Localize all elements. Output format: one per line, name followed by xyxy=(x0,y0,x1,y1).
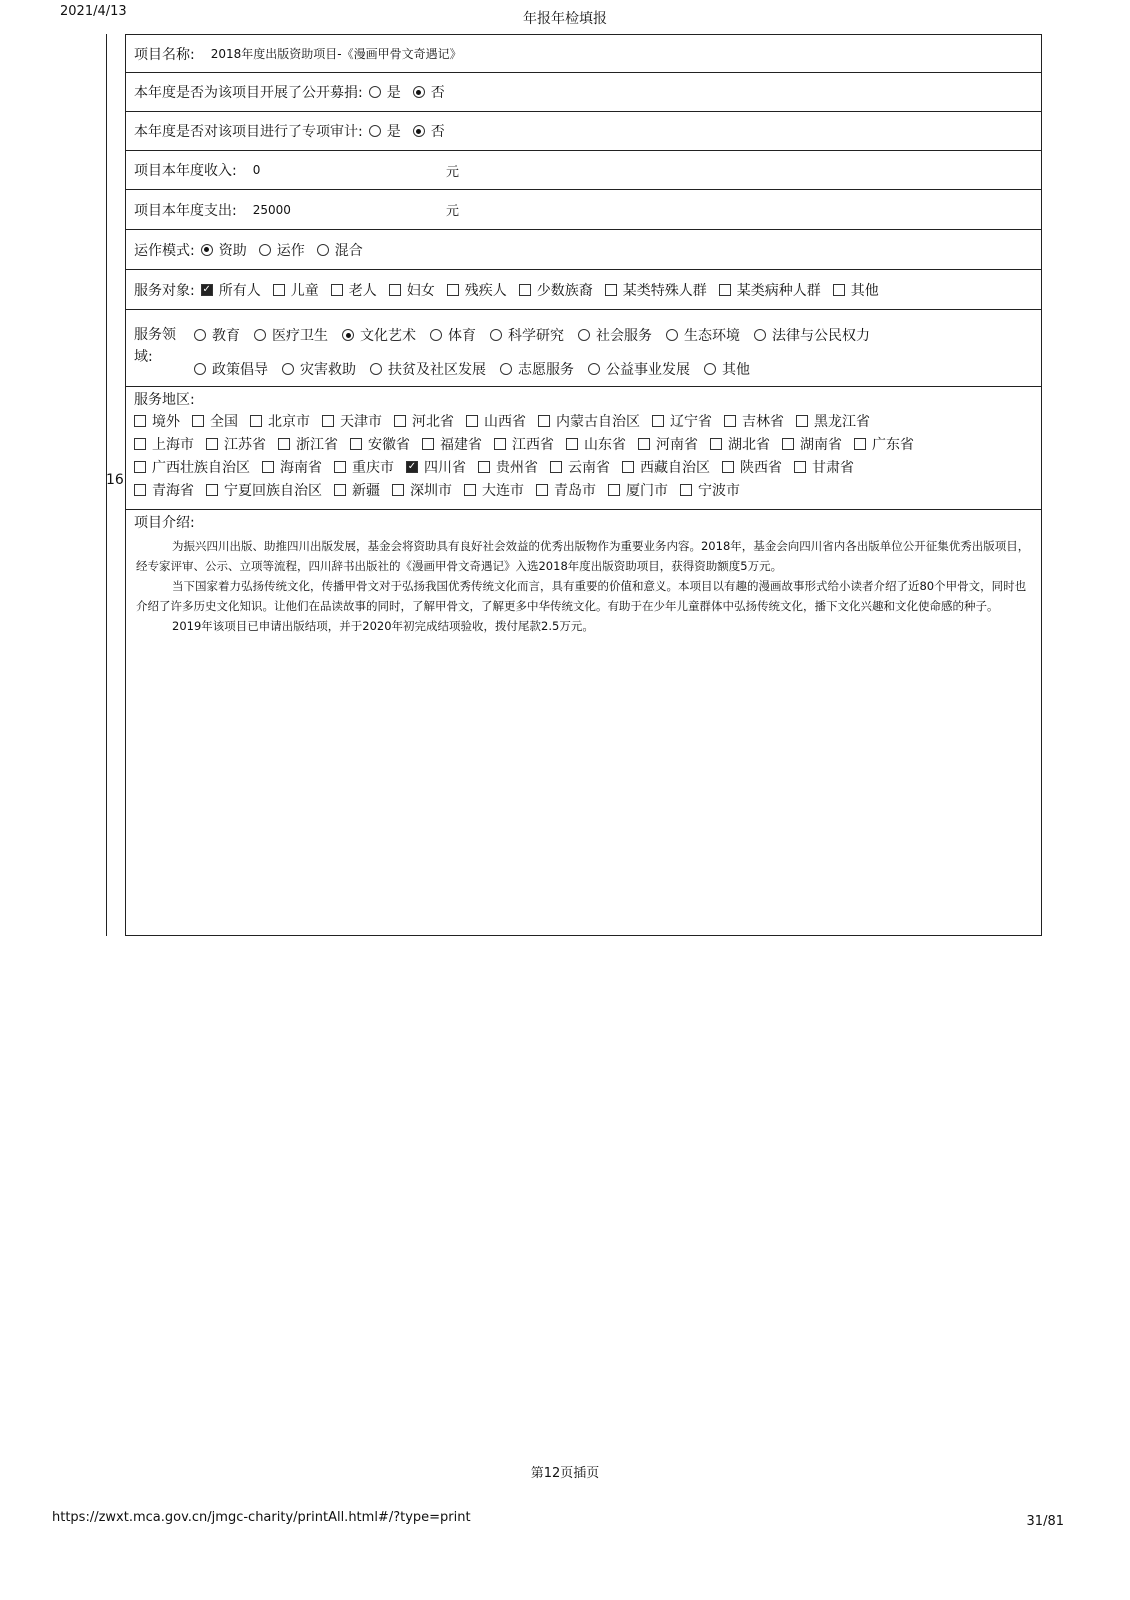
checkbox-icon[interactable] xyxy=(334,461,346,473)
region-option[interactable] xyxy=(566,434,626,454)
option-label: 是 xyxy=(386,85,401,101)
checkbox-icon[interactable] xyxy=(519,284,531,296)
option-label: 北京市 xyxy=(268,413,310,430)
service-region-line xyxy=(134,409,926,432)
option-label: 某类特殊人群 xyxy=(622,282,707,299)
service-region-line xyxy=(134,455,926,478)
service-field-label-line1: 服务领 xyxy=(134,327,176,343)
target-ethnic-minorities[interactable] xyxy=(519,280,593,300)
option-label: 运作 xyxy=(276,242,305,259)
field-poverty-community[interactable] xyxy=(370,359,486,379)
radio-icon[interactable] xyxy=(369,125,381,137)
intro-paragraph: 当下国家着力弘扬传统文化，传播甲骨文对于弘扬我国优秀传统文化而言，具有重要的价值和意义。本项目以有趣的漫画故事形式给小读者介绍了近80个甲骨文，同时也介绍了许多历史文化知识。让他们在品读故事的同时，了解甲骨文，了解更多中华传统文化。有助于在少年儿童群体中弘扬传统文化，播下文化兴趣和文化使命感的种子。 xyxy=(136,579,1027,613)
service-region-line xyxy=(134,478,926,501)
region-option[interactable] xyxy=(794,457,854,477)
checkbox-icon[interactable] xyxy=(538,415,550,427)
option-label: 教育 xyxy=(212,328,240,344)
region-option[interactable] xyxy=(206,480,322,500)
target-women[interactable] xyxy=(389,280,435,300)
region-option[interactable] xyxy=(550,457,610,477)
operation-mode-operate[interactable] xyxy=(259,240,305,260)
project-name-value: 2018年度出版资助项目-《漫画甲骨文奇遇记》 xyxy=(210,47,462,61)
option-label: 少数族裔 xyxy=(536,282,593,299)
region-option[interactable] xyxy=(608,480,668,500)
checkbox-icon[interactable] xyxy=(494,438,506,450)
target-elderly[interactable] xyxy=(331,280,377,300)
region-option[interactable] xyxy=(250,411,310,431)
special-audit-label: 本年度是否对该项目进行了专项审计: xyxy=(134,124,363,140)
option-label: 浙江省 xyxy=(296,436,338,453)
print-date: 2021/4/13 xyxy=(60,4,127,19)
region-option[interactable] xyxy=(638,434,698,454)
checkbox-icon[interactable] xyxy=(394,415,406,427)
radio-icon[interactable] xyxy=(588,363,600,375)
option-label: 西藏自治区 xyxy=(640,459,710,476)
option-label: 广西壮族自治区 xyxy=(152,459,250,476)
service-target-label: 服务对象: xyxy=(134,282,195,299)
option-label: 医疗卫生 xyxy=(272,328,328,344)
option-label: 内蒙古自治区 xyxy=(556,413,640,430)
option-label: 灾害救助 xyxy=(300,362,356,378)
checkbox-icon[interactable] xyxy=(566,438,578,450)
option-label: 广东省 xyxy=(872,436,914,453)
region-option[interactable] xyxy=(478,457,538,477)
radio-selected-icon[interactable] xyxy=(201,244,213,256)
service-region-line xyxy=(134,432,926,455)
checkbox-icon[interactable] xyxy=(719,284,731,296)
print-url: https://zwxt.mca.gov.cn/jmgc-charity/printAll.html#/?type=print xyxy=(52,1510,471,1525)
option-label: 否 xyxy=(430,124,445,140)
option-label: 湖南省 xyxy=(800,436,842,453)
field-public-welfare[interactable] xyxy=(588,359,690,379)
checkbox-icon[interactable] xyxy=(447,284,459,296)
region-option[interactable] xyxy=(206,434,266,454)
checkbox-icon[interactable] xyxy=(322,415,334,427)
region-option[interactable] xyxy=(622,457,710,477)
checkbox-icon[interactable] xyxy=(680,484,692,496)
option-label: 公益事业发展 xyxy=(606,362,690,378)
field-sports[interactable] xyxy=(430,325,476,345)
service-field-options xyxy=(194,318,884,386)
option-label: 四川省 xyxy=(424,459,466,476)
checkbox-icon[interactable] xyxy=(464,484,476,496)
intro-paragraph: 2019年该项目已申请出版结项，并于2020年初完成结项验收，拨付尾款2.5万元。 xyxy=(172,619,594,633)
special-audit-row xyxy=(126,112,1041,151)
checkbox-icon[interactable] xyxy=(710,438,722,450)
radio-icon[interactable] xyxy=(704,363,716,375)
checkbox-checked-icon[interactable]: ✓ xyxy=(407,460,417,472)
region-option[interactable] xyxy=(722,457,782,477)
option-label: 山西省 xyxy=(484,413,526,430)
checkbox-icon[interactable] xyxy=(466,415,478,427)
region-option[interactable] xyxy=(538,411,640,431)
checkbox-icon[interactable] xyxy=(273,284,285,296)
target-disabled[interactable] xyxy=(447,280,507,300)
region-option[interactable] xyxy=(422,434,482,454)
region-option[interactable] xyxy=(710,434,770,454)
region-option[interactable] xyxy=(796,411,870,431)
project-name-label: 项目名称: xyxy=(134,46,195,63)
checkbox-icon[interactable] xyxy=(134,484,146,496)
income-row xyxy=(126,151,1041,190)
radio-icon[interactable] xyxy=(369,86,381,98)
region-option[interactable] xyxy=(464,480,524,500)
option-label: 文化艺术 xyxy=(360,328,416,344)
region-option[interactable] xyxy=(334,457,394,477)
option-label: 青海省 xyxy=(152,482,194,499)
checkbox-icon[interactable] xyxy=(550,461,562,473)
checkbox-icon[interactable] xyxy=(134,438,146,450)
checkbox-icon[interactable] xyxy=(782,438,794,450)
service-region-row xyxy=(126,387,1041,510)
field-culture-arts[interactable] xyxy=(342,325,416,345)
field-disaster-relief[interactable] xyxy=(282,359,356,379)
income-value[interactable]: 0 xyxy=(252,163,261,177)
checkbox-icon[interactable] xyxy=(724,415,736,427)
checkbox-icon[interactable] xyxy=(134,415,146,427)
option-label: 法律与公民权力 xyxy=(772,328,870,344)
region-option[interactable] xyxy=(134,480,194,500)
radio-icon[interactable] xyxy=(254,329,266,341)
checkbox-icon[interactable] xyxy=(389,284,401,296)
expense-label: 项目本年度支出: xyxy=(134,202,237,219)
expense-row xyxy=(126,190,1041,230)
field-law-civil-rights[interactable] xyxy=(754,325,870,345)
region-option[interactable] xyxy=(192,411,238,431)
checkbox-icon[interactable] xyxy=(262,461,274,473)
option-label: 湖北省 xyxy=(728,436,770,453)
option-label: 其他 xyxy=(722,362,750,378)
service-field-row xyxy=(126,310,1041,387)
checkbox-icon[interactable] xyxy=(638,438,650,450)
region-option[interactable] xyxy=(134,457,250,477)
region-option[interactable] xyxy=(262,457,322,477)
checkbox-icon[interactable] xyxy=(833,284,845,296)
option-label: 某类病种人群 xyxy=(736,282,821,299)
operation-mode-label: 运作模式: xyxy=(134,242,195,259)
option-label: 青岛市 xyxy=(554,482,596,499)
income-label: 项目本年度收入: xyxy=(134,163,237,179)
row-number: 16 xyxy=(106,472,124,488)
option-label: 厦门市 xyxy=(626,482,668,499)
target-special-groups[interactable] xyxy=(605,280,707,300)
region-option[interactable] xyxy=(350,434,410,454)
checkbox-icon[interactable] xyxy=(206,484,218,496)
service-region-options xyxy=(134,409,926,501)
option-label: 海南省 xyxy=(280,459,322,476)
option-label: 妇女 xyxy=(406,282,435,299)
option-label: 深圳市 xyxy=(410,482,452,499)
operation-mode-row xyxy=(126,230,1041,270)
option-label: 混合 xyxy=(334,242,363,259)
page-insert-label: 第12页插页 xyxy=(530,1466,600,1481)
radio-icon[interactable] xyxy=(754,329,766,341)
option-label: 天津市 xyxy=(340,413,382,430)
expense-value[interactable]: 25000 xyxy=(252,202,291,217)
option-label: 甘肃省 xyxy=(812,459,854,476)
option-label: 扶贫及社区发展 xyxy=(388,362,486,378)
radio-icon[interactable] xyxy=(194,329,206,341)
region-option[interactable] xyxy=(394,411,454,431)
radio-icon[interactable] xyxy=(194,363,206,375)
checkbox-checked-icon[interactable]: ✓ xyxy=(202,283,211,295)
region-option[interactable] xyxy=(854,434,914,454)
radio-icon[interactable] xyxy=(317,244,329,256)
print-page-count: 31/81 xyxy=(1026,1514,1064,1529)
target-disease-groups[interactable] xyxy=(719,280,821,300)
region-option[interactable] xyxy=(680,480,740,500)
radio-icon[interactable] xyxy=(430,329,442,341)
field-ecology[interactable] xyxy=(666,325,740,345)
option-label: 残疾人 xyxy=(464,282,507,299)
option-label: 河北省 xyxy=(412,413,454,430)
option-label: 黑龙江省 xyxy=(814,413,870,430)
radio-icon[interactable] xyxy=(370,363,382,375)
project-intro-text xyxy=(136,536,1032,636)
region-option[interactable] xyxy=(134,434,194,454)
option-label: 所有人 xyxy=(218,282,261,299)
field-social-service[interactable] xyxy=(578,325,652,345)
region-option[interactable] xyxy=(134,411,180,431)
target-other[interactable] xyxy=(833,280,879,300)
radio-icon[interactable] xyxy=(578,329,590,341)
field-education[interactable] xyxy=(194,325,240,345)
checkbox-icon[interactable] xyxy=(608,484,620,496)
radio-icon[interactable] xyxy=(490,329,502,341)
option-label: 江西省 xyxy=(512,436,554,453)
operation-mode-mixed[interactable] xyxy=(317,240,363,260)
option-label: 江苏省 xyxy=(224,436,266,453)
option-label: 志愿服务 xyxy=(518,362,574,378)
checkbox-icon[interactable] xyxy=(536,484,548,496)
option-label: 资助 xyxy=(218,242,247,259)
region-option[interactable] xyxy=(782,434,842,454)
region-option[interactable] xyxy=(536,480,596,500)
expense-unit: 元 xyxy=(446,204,460,219)
radio-icon[interactable] xyxy=(500,363,512,375)
option-label: 其他 xyxy=(850,282,879,299)
project-name-row xyxy=(126,35,1041,73)
option-label: 境外 xyxy=(152,413,180,430)
option-label: 儿童 xyxy=(290,282,319,299)
checkbox-icon[interactable] xyxy=(334,484,346,496)
option-label: 政策倡导 xyxy=(212,362,268,378)
option-label: 老人 xyxy=(348,282,377,299)
field-science[interactable] xyxy=(490,325,564,345)
region-option[interactable] xyxy=(466,411,526,431)
option-label: 是 xyxy=(386,124,401,140)
region-option[interactable] xyxy=(278,434,338,454)
option-label: 重庆市 xyxy=(352,459,394,476)
option-label: 宁夏回族自治区 xyxy=(224,482,322,499)
service-field-label-line2: 域: xyxy=(134,349,153,365)
checkbox-icon[interactable] xyxy=(796,415,808,427)
region-option[interactable] xyxy=(322,411,382,431)
option-label: 山东省 xyxy=(584,436,626,453)
checkbox-icon[interactable] xyxy=(331,284,343,296)
checkbox-icon[interactable] xyxy=(478,461,490,473)
option-label: 宁波市 xyxy=(698,482,740,499)
radio-selected-icon[interactable] xyxy=(342,329,354,341)
radio-icon[interactable] xyxy=(259,244,271,256)
checkbox-icon[interactable] xyxy=(278,438,290,450)
checkbox-icon[interactable] xyxy=(422,438,434,450)
service-region-label: 服务地区: xyxy=(134,392,195,408)
option-label: 吉林省 xyxy=(742,413,784,430)
option-label: 科学研究 xyxy=(508,328,564,344)
income-unit: 元 xyxy=(446,164,460,180)
option-label: 否 xyxy=(430,85,445,101)
project-intro-label: 项目介绍: xyxy=(134,515,195,531)
checkbox-icon[interactable] xyxy=(392,484,404,496)
region-option[interactable] xyxy=(724,411,784,431)
option-label: 安徽省 xyxy=(368,436,410,453)
option-label: 全国 xyxy=(210,413,238,430)
special-audit-no[interactable] xyxy=(413,121,445,141)
region-option[interactable] xyxy=(494,434,554,454)
target-all[interactable] xyxy=(201,280,261,300)
checkbox-icon[interactable] xyxy=(722,461,734,473)
option-label: 贵州省 xyxy=(496,459,538,476)
checkbox-icon[interactable] xyxy=(250,415,262,427)
intro-paragraph: 为振兴四川出版、助推四川出版发展，基金会将资助具有良好社会效益的优秀出版物作为重要业务内容。2018年，基金会向四川省内各出版单位公开征集优秀出版项目，经专家评审、公示、立项等流程，四川辞书出版社的《漫画甲骨文奇遇记》入选2018年度出版资助项目，获得资助额度5万元。 xyxy=(136,539,1030,573)
option-label: 陕西省 xyxy=(740,459,782,476)
checkbox-icon[interactable] xyxy=(134,461,146,473)
checkbox-icon[interactable] xyxy=(794,461,806,473)
operation-mode-grant[interactable] xyxy=(201,240,247,260)
public-fundraising-label: 本年度是否为该项目开展了公开募捐: xyxy=(134,85,363,101)
public-fundraising-yes[interactable] xyxy=(369,82,401,102)
region-option[interactable] xyxy=(334,480,380,500)
checkbox-icon[interactable] xyxy=(192,415,204,427)
checkbox-icon[interactable] xyxy=(652,415,664,427)
radio-selected-icon[interactable] xyxy=(413,125,425,137)
option-label: 生态环境 xyxy=(684,328,740,344)
project-intro-row xyxy=(126,510,1041,935)
radio-selected-icon[interactable] xyxy=(413,86,425,98)
option-label: 上海市 xyxy=(152,436,194,453)
region-option[interactable] xyxy=(406,457,466,477)
service-field-label xyxy=(134,324,176,368)
target-children[interactable] xyxy=(273,280,319,300)
field-healthcare[interactable] xyxy=(254,325,328,345)
public-fundraising-no[interactable] xyxy=(413,82,445,102)
region-option[interactable] xyxy=(392,480,452,500)
service-target-row xyxy=(126,270,1041,310)
service-field-line-1 xyxy=(194,318,884,352)
option-label: 新疆 xyxy=(352,482,380,499)
field-policy-advocacy[interactable] xyxy=(194,359,268,379)
public-fundraising-row xyxy=(126,73,1041,112)
service-field-line-2 xyxy=(194,352,884,386)
checkbox-icon[interactable] xyxy=(854,438,866,450)
option-label: 河南省 xyxy=(656,436,698,453)
checkbox-icon[interactable] xyxy=(206,438,218,450)
option-label: 福建省 xyxy=(440,436,482,453)
special-audit-yes[interactable] xyxy=(369,121,401,141)
project-form xyxy=(125,34,1042,936)
option-label: 体育 xyxy=(448,328,476,344)
radio-icon[interactable] xyxy=(282,363,294,375)
option-label: 辽宁省 xyxy=(670,413,712,430)
checkbox-icon[interactable] xyxy=(622,461,634,473)
field-volunteer[interactable] xyxy=(500,359,574,379)
checkbox-icon[interactable] xyxy=(605,284,617,296)
field-other[interactable] xyxy=(704,359,750,379)
region-option[interactable] xyxy=(652,411,712,431)
option-label: 大连市 xyxy=(482,482,524,499)
checkbox-icon[interactable] xyxy=(350,438,362,450)
page-title: 年报年检填报 xyxy=(523,11,607,27)
option-label: 云南省 xyxy=(568,459,610,476)
radio-icon[interactable] xyxy=(666,329,678,341)
option-label: 社会服务 xyxy=(596,328,652,344)
